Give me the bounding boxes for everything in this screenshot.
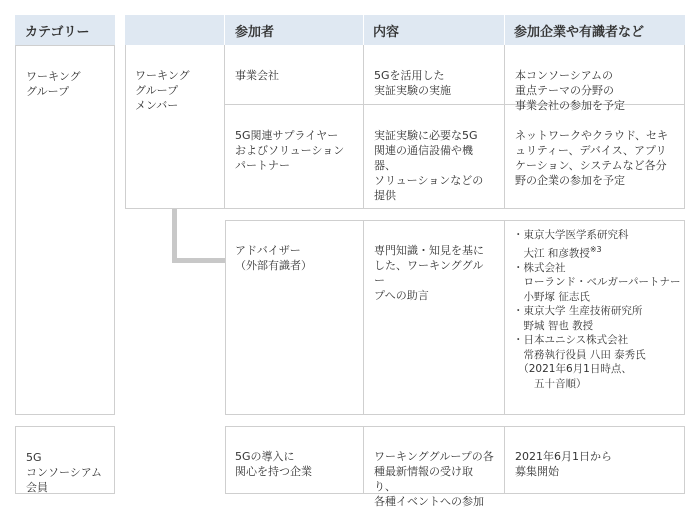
row1-participant-text: 事業会社 (235, 69, 279, 82)
row2-participant (225, 105, 363, 209)
footnote-mark: ※3 (589, 244, 602, 254)
header-divider (224, 15, 225, 45)
header-companies-label: 参加企業や有識者など (514, 24, 645, 40)
advisor-content (364, 220, 504, 415)
row1-companies (505, 45, 685, 112)
connector-horizontal (172, 258, 225, 263)
advisor-companies-text: ・東京大学医学系研究科 大江 和彦教授 (513, 229, 629, 259)
header-content-label: 内容 (373, 24, 400, 40)
category-member-label: 5G コンソーシアム 会員 (26, 451, 103, 494)
working-group-member-label: ワーキング グループ メンバー (135, 69, 190, 112)
advisor-companies-rest: ・株式会社 ローランド・ベルガーパートナー 小野塚 征志氏 ・東京大学 生産技術研究所 野城 智也 教授 ・日本ユニシス株式会社 常務執行役員 八田 泰秀氏 （2021年6月1日時点、 五十音順） (513, 261, 681, 390)
advisor-participant (225, 220, 363, 415)
header-companies (504, 15, 685, 45)
row1-companies-text: 本コンソーシアムの 重点テーマの分野の 事業会社の参加を予定 (515, 69, 625, 112)
category-working-group-label: ワーキング グループ (26, 70, 81, 98)
member-content (364, 426, 504, 508)
row1-content (364, 45, 504, 104)
row1-participant (225, 45, 363, 104)
advisor-participant-text: アドバイザー （外部有識者） (235, 244, 312, 272)
member-participant-text: 5Gの導入に 関心を持つ企業 (235, 450, 312, 478)
advisor-content-text: 専門知識・知見を基に した、ワーキンググルー プへの助言 (374, 244, 484, 302)
header-participant (225, 15, 363, 45)
row2-content-text: 実証実験に必要な5G 関連の通信設備や機器、 ソリューションなどの 提供 (374, 129, 484, 202)
row2-participant-text: 5G関連サプライヤー およびソリューション パートナー (235, 129, 345, 172)
connector-vertical (172, 209, 177, 263)
category-member (15, 426, 115, 494)
header-divider (504, 15, 505, 45)
category-working-group (15, 45, 115, 415)
row2-content (364, 105, 504, 209)
header-category-label: カテゴリー (25, 24, 90, 40)
member-participant (225, 426, 363, 494)
member-companies-text: 2021年6月1日から 募集開始 (515, 450, 612, 478)
member-label-cell (125, 45, 225, 209)
row1-content-text: 5Gを活用した 実証実験の実施 (374, 69, 451, 97)
header-participant-label: 参加者 (235, 24, 275, 40)
header-category (15, 15, 115, 45)
header-divider (363, 15, 364, 45)
row2-companies-text: ネットワークやクラウド、セキ ュリティー、デバイス、アプリ ケーション、システムなど各分 野の企業の参加を予定 (515, 129, 669, 187)
member-companies (505, 426, 685, 494)
row2-companies (505, 105, 685, 209)
member-content-text: ワーキンググループの各 種最新情報の受け取り、 各種イベントへの参加 (374, 450, 494, 508)
header-content (363, 15, 504, 45)
advisor-companies (505, 220, 685, 415)
